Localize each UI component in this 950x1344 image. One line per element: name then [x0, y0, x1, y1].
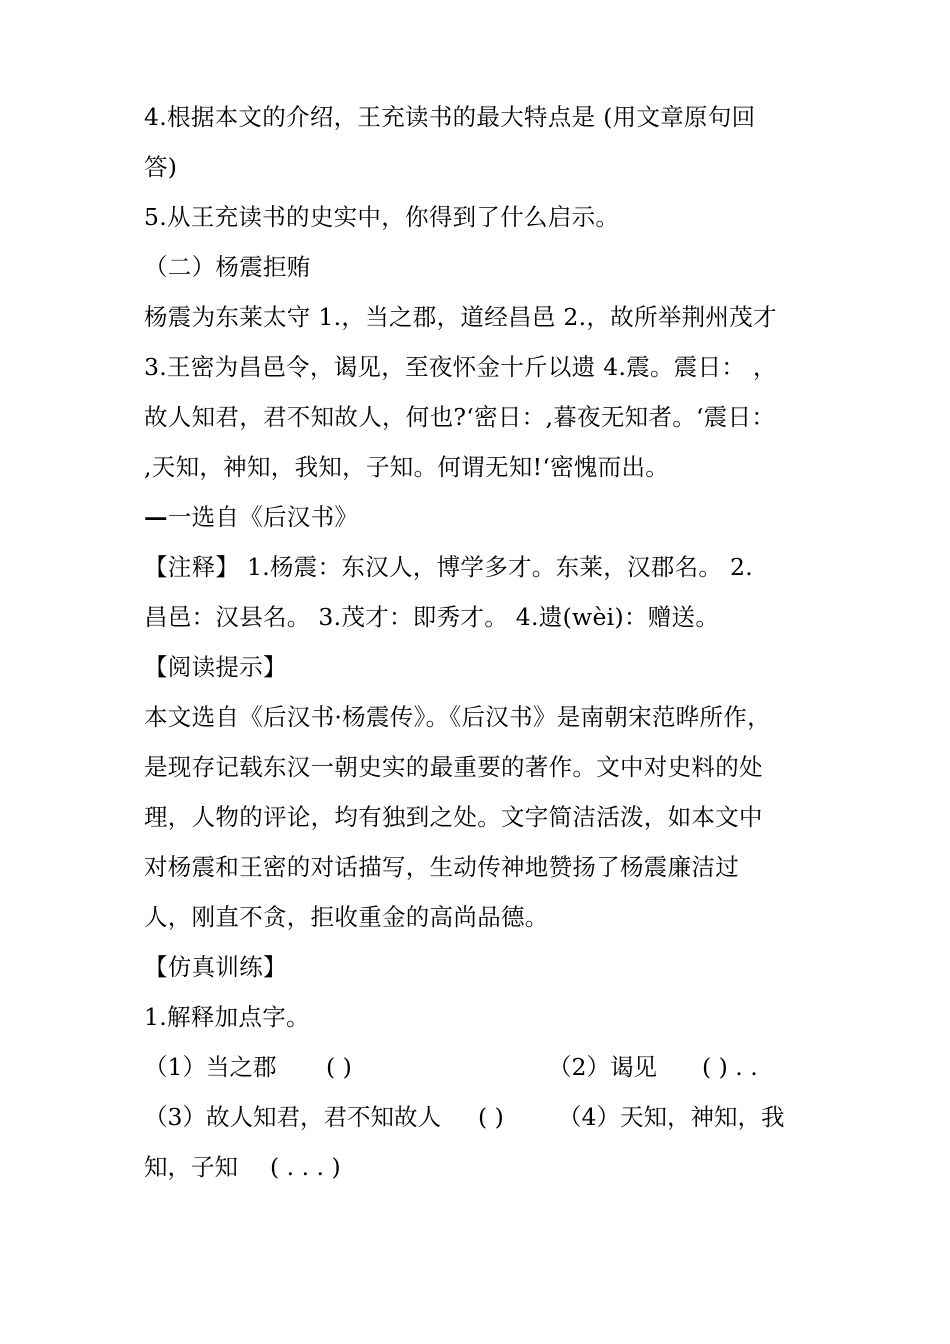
training-items-row-2: [144, 1092, 808, 1142]
source-citation: [144, 492, 808, 542]
classical-text-line: 故人知君，君不知故人，何也?‘密日：,暮夜无知者。‘震日：: [144, 403, 776, 431]
question-4-line2: 答): [144, 153, 178, 181]
reading-tips-line: 人，刚直不贪，拒收重金的高尚品德。: [144, 903, 549, 931]
item-4-answer-blank: ( . . . ): [270, 1153, 341, 1181]
training-question-1: 1.解释加点字。: [144, 1003, 310, 1031]
item-4-label: （4）天知，神知，我: [558, 1103, 785, 1131]
item-1-answer-blank: ( ): [326, 1053, 352, 1081]
classical-text-line: 3.王密为昌邑令，谒见，至夜怀金十斤以遗 4.震。震日： ，: [144, 353, 777, 381]
reading-tips-heading: 【阅读提示】: [144, 653, 287, 681]
classical-text-line: ,天知，神知，我知，子知。何谓无知!‘密愧而出。: [144, 453, 670, 481]
notes-line: 昌邑：汉县名。 3.茂才：即秀才。 4.遗(wèi)：赠送。: [144, 603, 720, 631]
classical-text-line: 杨震为东莱太守 1.，当之郡，道经昌邑 2.，故所举荆州茂才: [144, 303, 777, 331]
item-2-label: （2）谒见: [548, 1053, 657, 1081]
item-3-label: （3）故人知君，君不知故人: [144, 1103, 441, 1131]
question-5: 5.从王充读书的史实中，你得到了什么启示。: [144, 203, 620, 231]
section-2-heading: （二）杨震拒贿: [144, 253, 311, 281]
item-4-label-continued: 知，子知: [144, 1153, 238, 1181]
reading-tips-line: 对杨震和王密的对话描写，生动传神地赞扬了杨震廉洁过: [144, 853, 739, 881]
training-heading: 【仿真训练】: [144, 953, 287, 981]
item-3-answer-blank: ( ): [478, 1103, 504, 1131]
item-2-answer-blank: ( ) . .: [702, 1053, 758, 1081]
source-dash: —: [144, 503, 168, 531]
training-items-row-3: [144, 1142, 808, 1192]
source-text: 一选自《后汉书》: [167, 503, 359, 531]
notes-line: 【注释】 1.杨震：东汉人，博学多才。东莱，汉郡名。 2.: [144, 553, 753, 581]
reading-tips-line: 是现存记载东汉一朝史实的最重要的著作。文中对史料的处: [144, 753, 763, 781]
item-1-label: （1）当之郡: [144, 1053, 277, 1081]
reading-tips-line: 理，人物的评论，均有独到之处。文字简洁活泼，如本文中: [144, 803, 763, 831]
training-items-row-1: [144, 1042, 808, 1092]
document-page: [144, 92, 808, 1192]
reading-tips-line: 本文选自《后汉书·杨震传》。《后汉书》是南朝宋范晔所作，: [144, 703, 771, 731]
question-4-line1: 4.根据本文的介绍，王充读书的最大特点是 (用文章原句回: [144, 103, 756, 131]
